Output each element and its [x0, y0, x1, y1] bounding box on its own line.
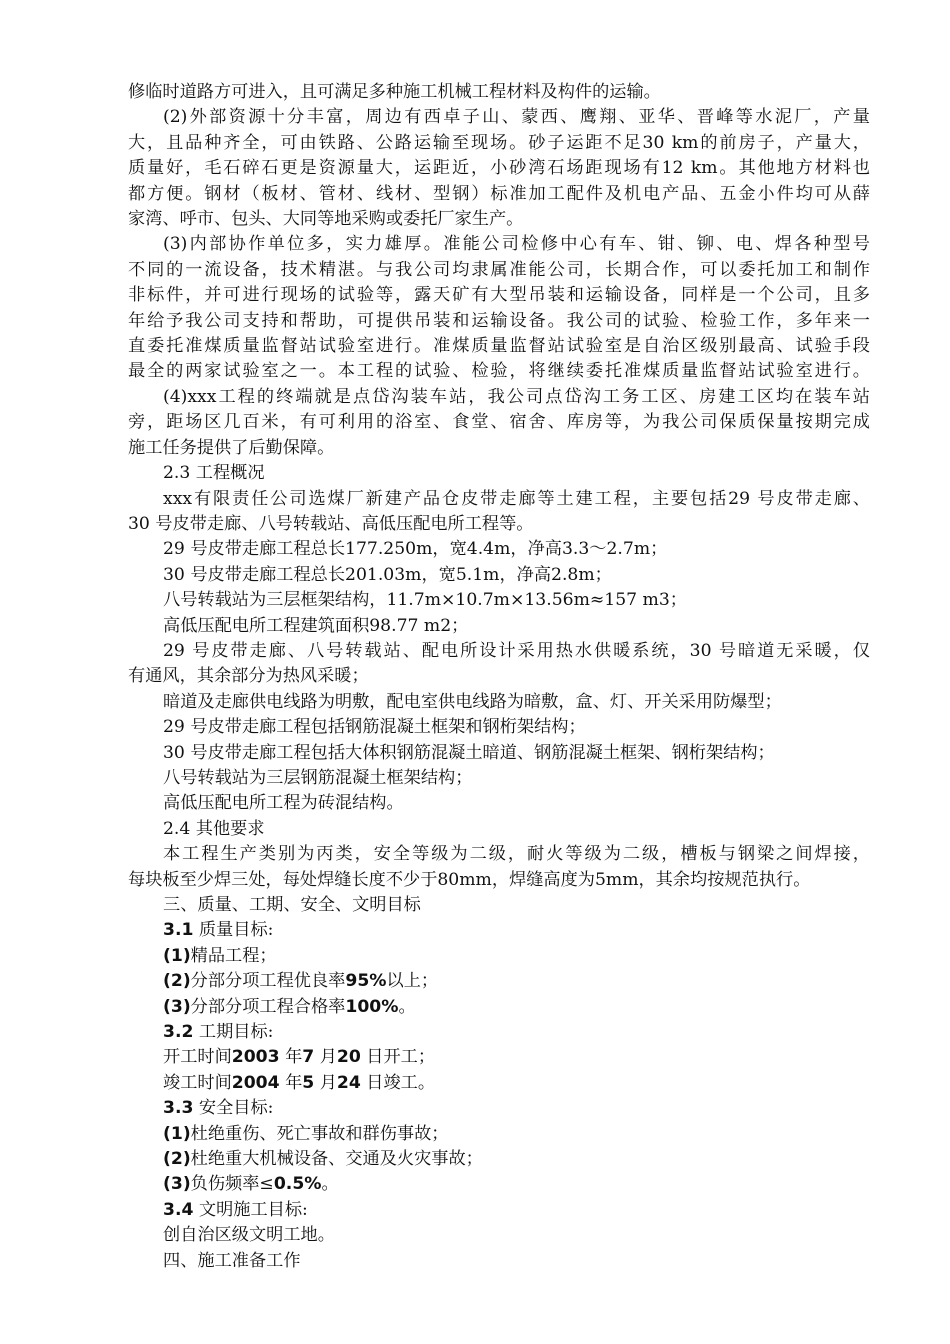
- heading-schedule-goals: [128, 1020, 870, 1045]
- date-prefix: 竣工时间: [163, 1072, 232, 1093]
- civil-construction-goal: 创自治区级文明工地。: [163, 1225, 335, 1246]
- paragraph-external-resources-line: 大，且品种齐全，可由铁路、公路运输至现场。砂子运距不足30 km的前房子，产量大，: [128, 132, 870, 153]
- date-unit: 年: [279, 1072, 303, 1093]
- heading-safety-goals: [128, 1096, 870, 1121]
- overview-item-transfer-station: 八号转载站为三层框架结构，11.7m×10.7m×13.56m≈157 m3；: [163, 590, 687, 611]
- section-number: 3.2: [163, 1022, 194, 1043]
- heading-other-requirements: 2.4 其他要求: [163, 818, 265, 839]
- paragraph-internal-partners-line: (3)内部协作单位多，实力雄厚。准能公司检修中心有车、钳、铆、电、焊各种型号: [163, 234, 870, 255]
- paragraph-internal-partners-line: 年给予我公司支持和帮助，可提供吊装和运输设备。我公司的试验、检验工作，多年来一: [128, 310, 870, 331]
- paragraph-logistics-line: 施工任务提供了后勤保障。: [128, 437, 335, 458]
- overview-heating-line: 有通风，其余部分为热风采暖；: [128, 666, 369, 687]
- item-number: (3): [163, 1174, 191, 1195]
- date-prefix: 开工时间: [163, 1047, 232, 1068]
- date-day: 20: [336, 1047, 361, 1068]
- item-number: (1): [163, 945, 191, 966]
- schedule-start: [128, 1045, 870, 1070]
- item-text: 杜绝重伤、死亡事故和群伤事故；: [190, 1123, 449, 1144]
- item-tail: 。: [398, 996, 416, 1017]
- heading-section-three: 三、质量、工期、安全、文明目标: [163, 895, 421, 915]
- document-page: [128, 80, 870, 1274]
- item-text: 负伤频率≤: [190, 1174, 274, 1195]
- paragraph-continued: 修临时道路方可进入，且可满足多种施工机械工程材料及构件的运输。: [128, 82, 661, 102]
- section-number: 3.1: [163, 920, 194, 941]
- item-text: 分部分项工程优良率: [190, 971, 346, 992]
- heading-project-overview: 2.3 工程概况: [163, 463, 265, 484]
- date-day: 24: [336, 1072, 361, 1093]
- item-text: 分部分项工程合格率: [190, 996, 346, 1017]
- safety-goal-item: [128, 1122, 870, 1147]
- item-text: 杜绝重大机械设备、交通及火灾事故；: [190, 1149, 483, 1170]
- item-tail: 。: [321, 1174, 339, 1195]
- paragraph-external-resources-line: 质量好，毛石碎石更是资源量大，运距近，小砂湾石场距现场有12 km。其他地方材料也: [128, 158, 870, 179]
- heading-quality-goals: [128, 918, 870, 943]
- other-requirements-line: 本工程生产类别为丙类，安全等级为二级，耐火等级为二级，槽板与钢梁之间焊接，: [163, 844, 870, 865]
- section-title: 质量目标:: [193, 920, 274, 941]
- section-title: 工期目标:: [193, 1022, 274, 1043]
- overview-item-power-area: 高低压配电所工程建筑面积98.77 m2；: [163, 615, 469, 636]
- heading-section-four: 四、施工准备工作: [163, 1250, 301, 1271]
- item-number: (2): [163, 1149, 191, 1170]
- date-year: 2003: [231, 1047, 280, 1068]
- quality-goal-item: [128, 944, 870, 969]
- item-value: 95%: [345, 971, 387, 992]
- date-year: 2004: [231, 1072, 280, 1093]
- paragraph-internal-partners-line: 直委托准煤质量监督站试验室进行。准煤质量监督站试验室是自治区级别最高、试验手段: [128, 336, 870, 357]
- paragraph-logistics-line: (4)xxx工程的终端就是点岱沟装车站，我公司点岱沟工务工区、房建工区均在装车站: [163, 386, 870, 407]
- paragraph-logistics-line: 旁，距场区几百米，有可利用的浴室、食堂、宿舍、库房等，为我公司保质保量按期完成: [128, 412, 870, 433]
- other-requirements-line: 每块板至少焊三处，每处焊缝长度不少于80mm，焊缝高度为5mm，其余均按规范执行。: [128, 869, 811, 890]
- item-text: 精品工程；: [190, 945, 277, 966]
- overview-item-structure-transfer: 八号转载站为三层钢筋混凝土框架结构；: [163, 767, 473, 788]
- date-month: 7: [302, 1047, 315, 1068]
- date-month: 5: [302, 1072, 315, 1093]
- item-number: (3): [163, 996, 191, 1017]
- section-number: 3.3: [163, 1098, 194, 1119]
- overview-item-structure-29: 29 号皮带走廊工程包括钢筋混凝土框架和钢桁架结构；: [163, 717, 586, 738]
- safety-goal-item: [128, 1147, 870, 1172]
- section-title: 安全目标:: [193, 1098, 274, 1119]
- section-number: 3.4: [163, 1199, 194, 1220]
- item-value: 100%: [345, 996, 399, 1017]
- overview-intro-line: 30 号皮带走廊、八号转载站、高低压配电所工程等。: [128, 513, 534, 534]
- paragraph-external-resources-line: 家湾、呼市、包头、大同等地采购或委托厂家生产。: [128, 209, 524, 230]
- paragraph-internal-partners-line: 不同的一流设备，技术精湛。与我公司均隶属准能公司，长期合作，可以委托加工和制作: [128, 259, 870, 280]
- overview-item-wiring: 暗道及走廊供电线路为明敷，配电室供电线路为暗敷，盒、灯、开关采用防爆型；: [163, 691, 782, 712]
- item-value: 0.5%: [273, 1174, 322, 1195]
- paragraph-internal-partners-line: 非标件，并可进行现场的试验等，露天矿有大型吊装和运输设备，同样是一个公司，且多: [128, 285, 870, 306]
- date-unit: 日竣工。: [360, 1072, 436, 1093]
- paragraph-internal-partners-line: 最全的两家试验室之一。本工程的试验、检验，将继续委托准煤质量监督站试验室进行。: [128, 361, 870, 382]
- date-unit: 月: [314, 1072, 337, 1093]
- date-unit: 月: [314, 1047, 337, 1068]
- quality-goal-item: [128, 969, 870, 994]
- date-unit: 日开工；: [360, 1047, 436, 1068]
- item-number: (2): [163, 971, 191, 992]
- date-unit: 年: [279, 1047, 303, 1068]
- overview-item-belt-29: 29 号皮带走廊工程总长177.250m，宽4.4m，净高3.3～2.7m；: [163, 539, 668, 560]
- overview-intro-line: xxx有限责任公司选煤厂新建产品仓皮带走廊等土建工程，主要包括29 号皮带走廊、: [163, 488, 870, 509]
- section-title: 文明施工目标:: [193, 1199, 308, 1220]
- overview-item-belt-30: 30 号皮带走廊工程总长201.03m，宽5.1m，净高2.8m；: [163, 564, 612, 585]
- overview-heating-line: 29 号皮带走廊、八号转载站、配电所设计采用热水供暖系统，30 号暗道无采暖，仅: [163, 640, 870, 661]
- overview-item-structure-30: 30 号皮带走廊工程包括大体积钢筋混凝土暗道、钢筋混凝土框架、钢桁架结构；: [163, 742, 775, 763]
- heading-civil-construction-goals: [128, 1198, 870, 1223]
- quality-goal-item: [128, 995, 870, 1020]
- safety-goal-item: [128, 1172, 870, 1197]
- overview-item-structure-power: 高低压配电所工程为砖混结构。: [163, 793, 404, 814]
- item-number: (1): [163, 1123, 191, 1144]
- paragraph-external-resources-line: 都方便。钢材（板材、管材、线材、型钢）标准加工配件及机电产品、五金小件均可从薛: [128, 183, 870, 204]
- item-tail: 以上；: [386, 971, 439, 992]
- schedule-end: [128, 1071, 870, 1096]
- paragraph-external-resources-line: (2)外部资源十分丰富，周边有西卓子山、蒙西、鹰翔、亚华、晋峰等水泥厂，产量: [163, 107, 870, 128]
